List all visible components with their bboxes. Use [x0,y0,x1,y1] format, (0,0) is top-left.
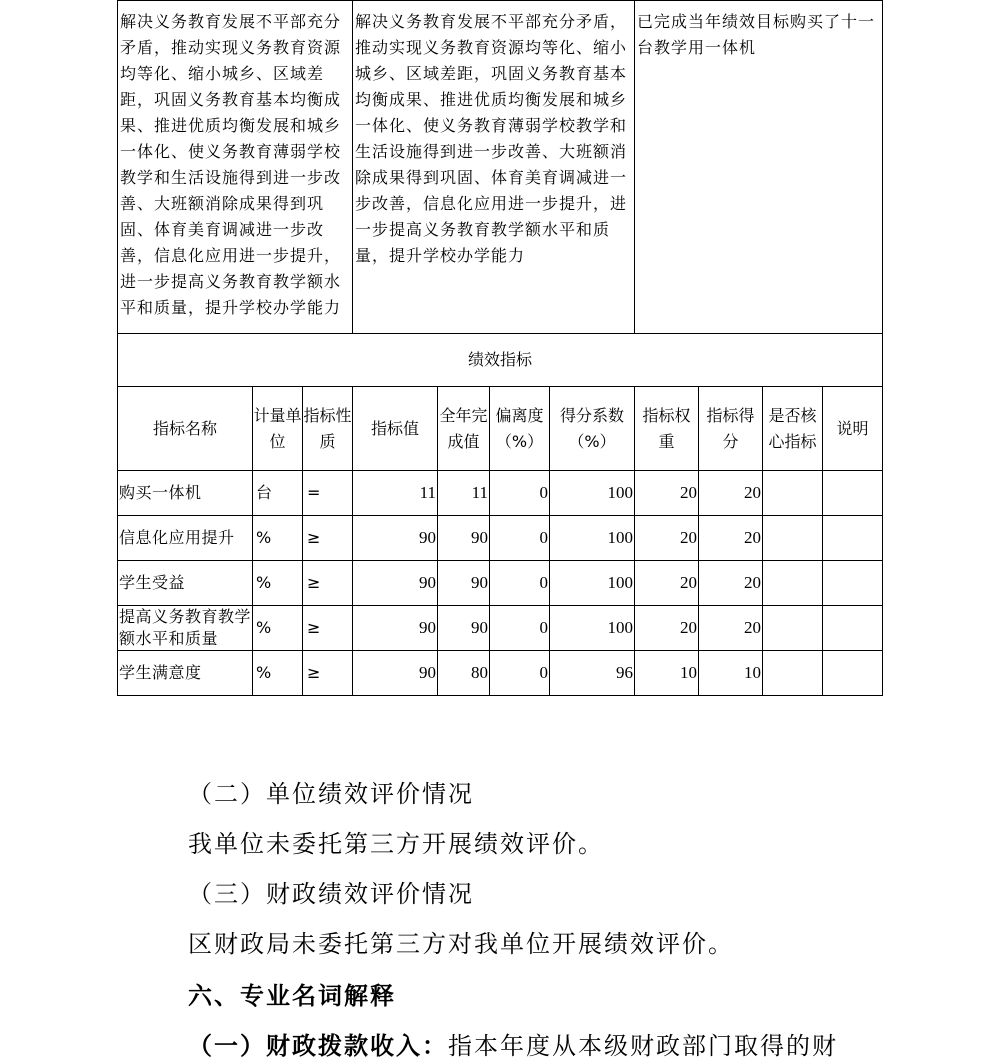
indicator-name: 提高义务教育教学额水平和质量 [118,606,253,651]
column-header-row [118,387,883,471]
indicator-score: 20 [699,561,763,606]
indicator-core [763,561,823,606]
col-header-coef: 得分系数（%） [550,387,635,471]
indicator-core [763,516,823,561]
indicator-score: 20 [699,516,763,561]
table-row [118,471,883,516]
indicator-weight: 20 [635,606,699,651]
indicator-target: 90 [353,561,438,606]
indicator-weight: 20 [635,516,699,561]
table-row [118,516,883,561]
col-header-deviation: 偏离度（%） [490,387,550,471]
indicator-coef: 100 [550,471,635,516]
col-header-weight: 指标权重 [635,387,699,471]
table-row [118,651,883,696]
heading-unit-evaluation: （二）单位绩效评价情况 [188,780,474,808]
indicator-actual: 90 [438,606,490,651]
table-row [118,606,883,651]
table-row [118,561,883,606]
term-label: （一）财政拨款收入： [188,1032,448,1060]
col-header-core: 是否核心指标 [763,387,823,471]
indicator-note [823,561,883,606]
col-header-name: 指标名称 [118,387,253,471]
col-header-note: 说明 [823,387,883,471]
indicator-unit: 台 [253,471,303,516]
indicator-coef: 100 [550,606,635,651]
indicator-note [823,606,883,651]
indicator-unit: % [253,516,303,561]
indicator-score: 20 [699,606,763,651]
col-header-unit: 计量单位 [253,387,303,471]
indicator-actual: 90 [438,561,490,606]
indicator-deviation: 0 [490,651,550,696]
indicator-name: 信息化应用提升 [118,516,253,561]
indicator-weight: 20 [635,471,699,516]
indicator-nature: ≥ [303,561,353,606]
goal-status-cell: 已完成当年绩效目标购买了十一台教学用一体机 [635,1,883,334]
indicator-name: 购买一体机 [118,471,253,516]
indicator-weight: 10 [635,651,699,696]
indicator-note [823,471,883,516]
indicator-score: 10 [699,651,763,696]
indicator-deviation: 0 [490,561,550,606]
indicator-target: 90 [353,651,438,696]
heading-finance-evaluation: （三）财政绩效评价情况 [188,880,474,908]
indicator-note [823,651,883,696]
indicator-target: 90 [353,516,438,561]
indicator-actual: 80 [438,651,490,696]
indicator-core [763,471,823,516]
goal-target-cell: 解决义务教育发展不平部充分矛盾，推动实现义务教育资源均等化、缩小城乡、区域差距，巩固义务教育基本均衡成果、推进优质均衡发展和城乡一体化、使义务教育薄弱学校教学和生活设施得到进一步改善、大班额消除成果得到巩固、体育美育调减进一步改善，信息化应用进一步提升，进一步提高义务教育教学额水平和质量，提升学校办学能力 [118,1,353,334]
indicator-coef: 96 [550,651,635,696]
col-header-target: 指标值 [353,387,438,471]
indicator-nature: ≥ [303,651,353,696]
performance-table [117,0,883,696]
section-header-row [118,334,883,387]
indicator-nature: ≥ [303,606,353,651]
goal-actual-cell: 解决义务教育发展不平部充分矛盾，推动实现义务教育资源均等化、缩小城乡、区域差距，巩固义务教育基本均衡成果、推进优质均衡发展和城乡一体化、使义务教育薄弱学校教学和生活设施得到进一步改善、大班额消除成果得到巩固、体育美育调减进一步改善，信息化应用进一步提升，进一步提高义务教育教学额水平和质量，提升学校办学能力 [353,1,635,334]
col-header-score: 指标得分 [699,387,763,471]
indicator-core [763,606,823,651]
paragraph-unit-evaluation: 我单位未委托第三方开展绩效评价。 [188,830,604,858]
heading-terms: 六、专业名词解释 [188,982,396,1010]
paragraph-term-1 [188,1026,1000,1061]
indicator-target: 90 [353,606,438,651]
indicator-unit: % [253,561,303,606]
indicator-name: 学生受益 [118,561,253,606]
indicator-target: 11 [353,471,438,516]
indicator-deviation: 0 [490,606,550,651]
indicator-nature: ≥ [303,516,353,561]
indicator-actual: 11 [438,471,490,516]
indicator-deviation: 0 [490,471,550,516]
indicator-nature: = [303,471,353,516]
indicator-score: 20 [699,471,763,516]
indicator-weight: 20 [635,561,699,606]
indicator-actual: 90 [438,516,490,561]
indicator-coef: 100 [550,561,635,606]
indicator-core [763,651,823,696]
section-header: 绩效指标 [118,334,883,387]
indicator-unit: % [253,606,303,651]
goal-row [118,1,883,334]
col-header-actual: 全年完成值 [438,387,490,471]
paragraph-finance-evaluation: 区财政局未委托第三方对我单位开展绩效评价。 [188,930,734,958]
term-text: 指本年度从本级财政部门取得的财 [448,1032,838,1060]
col-header-nature: 指标性质 [303,387,353,471]
indicator-deviation: 0 [490,516,550,561]
indicator-name: 学生满意度 [118,651,253,696]
indicator-unit: % [253,651,303,696]
indicator-coef: 100 [550,516,635,561]
indicator-note [823,516,883,561]
